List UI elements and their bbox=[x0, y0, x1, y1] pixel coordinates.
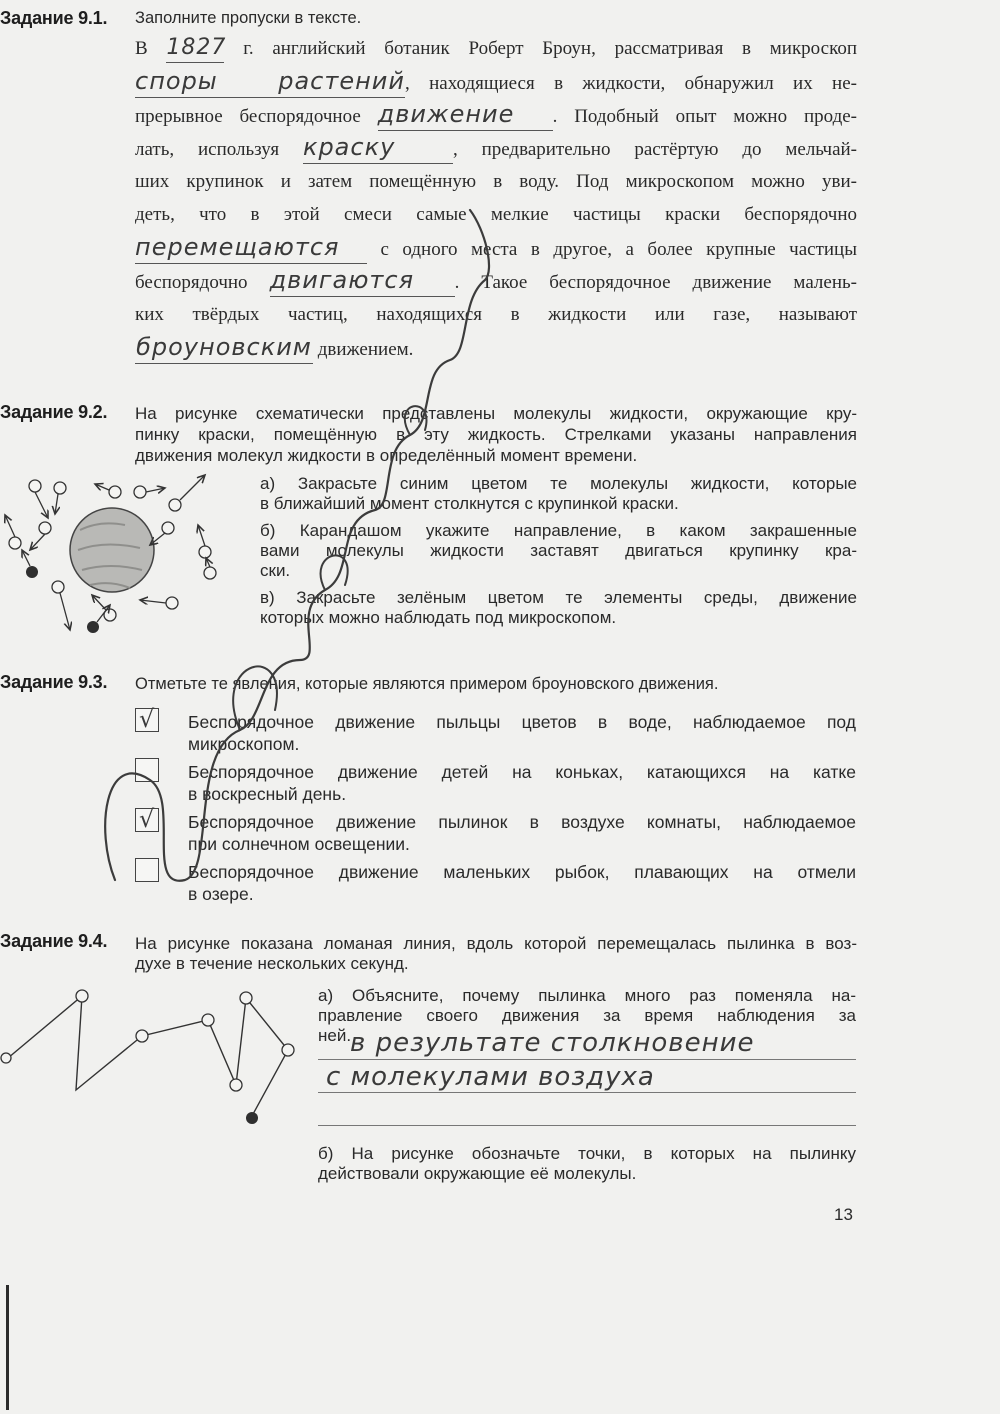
task-9-2-c-1: в) Закрасьте зелёным цветом те элементы среды, движение bbox=[260, 588, 857, 607]
scan-edge bbox=[6, 1285, 9, 1410]
text-line-5: ших крупинок и затем помещённую в воду. Под микроскопом можно уви- bbox=[135, 171, 857, 192]
text-line-6: деть, что в этой смеси самые мелкие частицы краски беспорядочно bbox=[135, 204, 857, 225]
text-line-1: В 1827 г. английский ботаник Роберт Броун, рассматривая в микроскоп bbox=[135, 34, 857, 64]
option-2: Беспорядочное движение детей на коньках, катающихся на катке в воскресный день. bbox=[188, 762, 856, 804]
answer-rule-1 bbox=[318, 1059, 856, 1060]
brown-field[interactable]: броуновским bbox=[135, 334, 313, 364]
task-9-3-instruction: Отметьте те явления, которые являются примером броуновского движения. bbox=[135, 675, 719, 693]
task-9-4-intro-2: духе в течение нескольких секунд. bbox=[135, 954, 409, 973]
task-9-4-a-3: ней. bbox=[318, 1026, 352, 1045]
text-line-10: броуновским движением. bbox=[135, 334, 857, 364]
text-line-3: прерывное беспорядочное движение . Подобный опыт можно проде- bbox=[135, 101, 857, 131]
task-9-2-b-2: вами молекулы жидкости заставят двигаться крупинку кра- bbox=[260, 541, 857, 560]
task-9-1-label: Задание 9.1. bbox=[0, 8, 108, 28]
text-line-2: споры растений, находящиеся в жидкости, обнаружил их не- bbox=[135, 68, 857, 98]
motion-field[interactable]: движение bbox=[378, 101, 553, 131]
moving-field[interactable]: двигаются bbox=[270, 267, 455, 297]
broken-line bbox=[8, 996, 288, 1116]
option-1-checkbox[interactable]: √ bbox=[135, 708, 159, 732]
option-4: Беспорядочное движение маленьких рыбок, плавающих на отмели в озере. bbox=[188, 862, 856, 904]
year-field[interactable]: 1827 bbox=[166, 35, 224, 63]
spores-field[interactable]: споры растений bbox=[135, 68, 405, 98]
task-9-4-a-2: правление своего движения за время наблюдения за bbox=[318, 1006, 856, 1025]
task-9-4-intro-1: На рисунке показана ломаная линия, вдоль которой перемещалась пылинка в воз- bbox=[135, 934, 857, 953]
handwritten-signature bbox=[90, 190, 510, 930]
text-line-4: лать, используя краску , предварительно растёртую до мельчай- bbox=[135, 134, 857, 164]
task-9-3-label: Задание 9.3. bbox=[0, 672, 108, 692]
task-9-2-intro-2: пинку краски, помещённую в эту жидкость. Стрелками указаны направления bbox=[135, 425, 857, 444]
task-9-2-b-1: б) Карандашом укажите направление, в каком закрашенные bbox=[260, 521, 857, 540]
option-3-checkbox[interactable]: √ bbox=[135, 808, 159, 832]
text-line-9: ких твёрдых частиц, находящихся в жидкости или газе, называют bbox=[135, 304, 857, 325]
task-9-2-a-1: а) Закрасьте синим цветом те молекулы жидкости, которые bbox=[260, 474, 857, 493]
answer-line-1[interactable]: в результате столкновение bbox=[350, 1028, 755, 1058]
task-9-4-b-1: б) На рисунке обозначьте точки, в которых на пылинку bbox=[318, 1144, 856, 1163]
text-line-8: беспорядочно двигаются . Такое беспорядочное движение малень- bbox=[135, 267, 857, 297]
dust-particle bbox=[246, 1112, 258, 1124]
task-9-2-intro-3: движения молекул жидкости в определённый момент времени. bbox=[135, 446, 638, 465]
paint-field[interactable]: краску bbox=[303, 134, 453, 164]
option-3: Беспорядочное движение пылинок в воздухе комнаты, наблюдаемое при солнечном освещении. bbox=[188, 812, 856, 854]
task-9-2-label: Задание 9.2. bbox=[0, 402, 108, 422]
task-9-2-b-3: ски. bbox=[260, 561, 291, 580]
task-9-2-a-2: в ближайший момент столкнутся с крупинкой краски. bbox=[260, 494, 679, 513]
move-field[interactable]: перемещаются bbox=[135, 234, 367, 264]
task-9-2-intro-1: На рисунке схематически представлены молекулы жидкости, окружающие кру- bbox=[135, 404, 857, 423]
task-9-4-a-1: а) Объясните, почему пылинка много раз поменяла на- bbox=[318, 986, 856, 1005]
page-number: 13 bbox=[834, 1205, 853, 1224]
text-line-7: перемещаются с одного места в другое, а более крупные частицы bbox=[135, 234, 857, 264]
answer-rule-2 bbox=[318, 1092, 856, 1093]
answer-line-2[interactable]: с молекулами воздуха bbox=[326, 1062, 655, 1092]
task-9-4-label: Задание 9.4. bbox=[0, 931, 108, 951]
dust-path-diagram[interactable] bbox=[0, 980, 300, 1130]
task-9-1-instruction: Заполните пропуски в тексте. bbox=[135, 9, 362, 27]
option-1: Беспорядочное движение пыльцы цветов в воде, наблюдаемое под микроскопом. bbox=[188, 712, 856, 754]
task-9-2-c-2: которых можно наблюдать под микроскопом. bbox=[260, 608, 617, 627]
task-9-4-b-2: действовали окружающие её молекулы. bbox=[318, 1164, 637, 1183]
answer-rule-3 bbox=[318, 1125, 856, 1126]
